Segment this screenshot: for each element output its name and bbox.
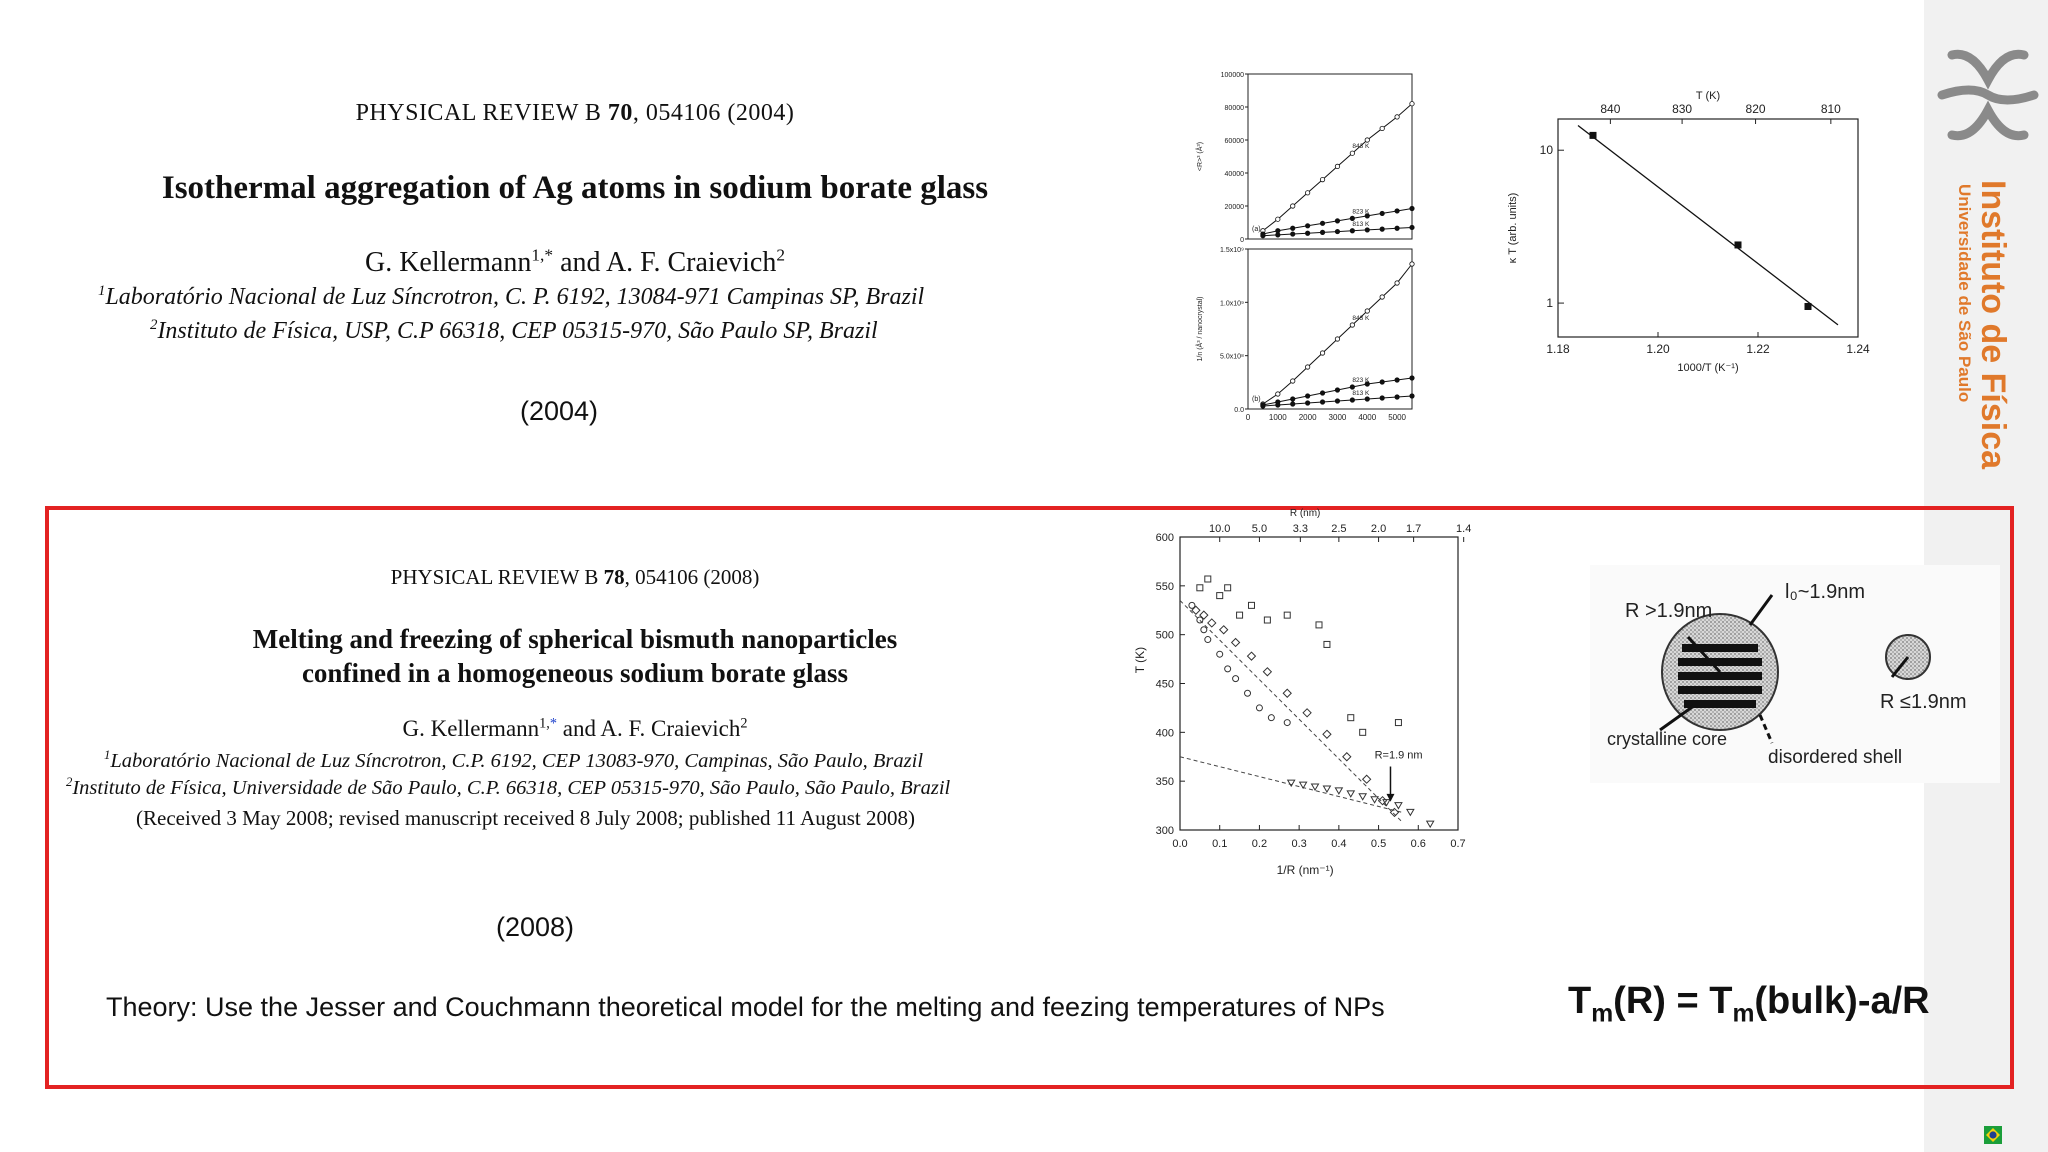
data-point (1335, 788, 1342, 794)
data-point (1303, 709, 1311, 717)
data-point (1320, 221, 1324, 225)
y-tick-label: 1.5x10⁹ (1219, 247, 1244, 254)
data-point (1220, 626, 1228, 634)
y-tick-label: 550 (1155, 580, 1174, 593)
data-point (1395, 395, 1399, 399)
data-point (1380, 380, 1384, 384)
journal-line-2004: PHYSICAL REVIEW B 70, 054106 (2004) (355, 100, 795, 126)
x-tick-label: 1.24 (1846, 342, 1870, 356)
data-point (1205, 576, 1211, 582)
top-tick-label: 3.3 (1292, 523, 1308, 535)
top-tick-label: 820 (1745, 102, 1766, 116)
data-point (1217, 593, 1223, 599)
data-point (1427, 821, 1434, 827)
data-point (1380, 396, 1384, 400)
data-point (1291, 204, 1295, 208)
data-point (1200, 611, 1208, 619)
data-point (1410, 262, 1414, 266)
theory-text: Theory: Use the Jesser and Couchmann theoretical model for the melting and feezing temperatures of NPs (106, 992, 1385, 1022)
data-point (1410, 394, 1414, 398)
journal-line-2008: PHYSICAL REVIEW B 78, 054106 (2008) (390, 565, 760, 589)
data-point (1291, 397, 1295, 401)
brand-name: Instituto de Física (1974, 180, 2012, 470)
data-point (1320, 400, 1324, 404)
x-tick-label: 1.22 (1746, 342, 1770, 356)
data-point (1360, 729, 1366, 735)
top-tick-label: 2.0 (1370, 523, 1387, 535)
y-tick-label: 100000 (1220, 72, 1244, 79)
melting-freezing-chart (1130, 500, 1490, 890)
data-point (1291, 226, 1295, 230)
data-point (1365, 309, 1369, 313)
data-point (1335, 219, 1339, 223)
x-tick-label: 0.2 (1251, 838, 1268, 850)
data-point (1284, 612, 1290, 618)
y-tick-label: 600 (1155, 532, 1174, 544)
y-tick-label: 450 (1155, 678, 1174, 691)
x-tick-label: 0.5 (1370, 838, 1387, 850)
y-axis-label: T (K) (1133, 646, 1147, 674)
data-point (1380, 227, 1384, 231)
y-axis-label: κ T (arb. units) (1507, 192, 1519, 264)
data-point (1395, 803, 1402, 809)
melting-fit-line (1180, 600, 1402, 822)
year-label-2004: (2004) (520, 396, 599, 426)
data-point (1335, 399, 1339, 403)
data-point (1261, 404, 1265, 408)
data-point (1264, 617, 1270, 623)
data-point (1347, 791, 1354, 797)
x-tick-label: 1.20 (1646, 342, 1670, 356)
x-tick-label: 0.3 (1291, 838, 1307, 850)
data-point (1268, 715, 1274, 721)
freezing-fit-line (1180, 757, 1402, 813)
y-tick-label: 400 (1155, 727, 1174, 740)
data-point (1248, 602, 1254, 608)
nanoparticle-schematic (1590, 565, 2000, 783)
data-point (1247, 652, 1255, 660)
data-point (1320, 177, 1324, 181)
data-point (1208, 619, 1216, 627)
data-point (1410, 102, 1414, 106)
y-tick-label: 1 (1546, 296, 1553, 311)
data-point (1735, 241, 1742, 248)
data-point (1263, 668, 1271, 676)
affiliation-1-2004: $^1$Laboratório Nacional de Luz Síncrotron, C. P. 6192, 13084-971 Campinas SP, Brazil (98, 283, 925, 310)
data-point (1395, 226, 1399, 230)
paper-title-2008-line2: confined in a homogeneous sodium borate glass (301, 658, 849, 688)
data-point (1283, 689, 1291, 697)
data-point (1350, 229, 1354, 233)
data-point (1245, 690, 1251, 696)
y-tick-label: 350 (1155, 776, 1174, 789)
data-point (1261, 234, 1265, 238)
y-tick-label: 40000 (1224, 171, 1244, 178)
melting-formula: $T_m(R)$ = $T_m(bulk)-a/R$ (1568, 980, 1930, 1028)
fit-line (1578, 126, 1838, 325)
x-tick-label: 4000 (1358, 413, 1377, 422)
label-crystalline-core: crystalline core (1607, 729, 1728, 749)
paper-title-2008-line1: Melting and freezing of spherical bismuth nanoparticles (252, 624, 898, 654)
data-point (1335, 337, 1339, 341)
plot-frame (1248, 74, 1412, 239)
series-label: 823 K (1352, 377, 1370, 384)
ag-growth-chart-a (1190, 64, 1420, 244)
data-point (1335, 164, 1339, 168)
x-tick-label: 2000 (1298, 413, 1317, 422)
data-point (1312, 784, 1319, 790)
data-point (1276, 217, 1280, 221)
top-tick-label: 830 (1672, 102, 1693, 116)
data-point (1291, 379, 1295, 383)
data-point (1350, 398, 1354, 402)
brand-subtitle: Universidade de São Paulo (1955, 184, 1974, 403)
x-tick-label: 0.7 (1450, 838, 1466, 850)
data-point (1232, 638, 1240, 646)
data-point (1395, 209, 1399, 213)
data-point (1225, 666, 1231, 672)
authors-2004: G. Kellermann$^{1,*}$ and A. F. Craievich$^2$ (364, 245, 786, 278)
data-point (1395, 115, 1399, 119)
y-tick-label: 500 (1155, 629, 1174, 642)
data-point (1365, 228, 1369, 232)
data-point (1237, 612, 1243, 618)
data-point (1380, 295, 1384, 299)
data-point (1410, 376, 1414, 380)
data-point (1291, 402, 1295, 406)
data-point (1363, 775, 1371, 783)
panel-label: (a) (1252, 226, 1261, 233)
data-point (1410, 225, 1414, 229)
arrhenius-chart (1500, 72, 1880, 402)
affiliation-2-2004: $^2$Instituto de Física, USP, C.P 66318, CEP 05315-970, São Paulo SP, Brazil (150, 317, 878, 344)
usp-if-logo-icon (1932, 40, 2044, 150)
affiliation-2-2008: $^2$Instituto de Física, Universidade de São Paulo, C.P. 66318, CEP 05315-970, São Paulo, São Paulo, Brazil (66, 775, 951, 799)
data-point (1805, 303, 1812, 310)
data-point (1395, 378, 1399, 382)
data-point (1276, 403, 1280, 407)
y-tick-label: 5.0x10⁸ (1220, 353, 1244, 361)
data-point (1380, 126, 1384, 130)
data-point (1276, 392, 1280, 396)
data-point (1320, 351, 1324, 355)
data-point (1205, 637, 1211, 643)
label-disordered-shell: disordered shell (1768, 747, 1903, 768)
data-point (1197, 585, 1203, 591)
plot-frame (1180, 537, 1458, 830)
annotation-arrowhead (1386, 794, 1394, 802)
data-point (1305, 365, 1309, 369)
y-tick-label: 1.0x10⁹ (1219, 300, 1244, 308)
x-tick-label: 1000 (1268, 413, 1287, 422)
x-tick-label: 1.18 (1546, 342, 1570, 356)
label-small: R ≤1.9nm (1880, 691, 1967, 713)
data-point (1407, 809, 1414, 815)
authors-2008: G. Kellermann$^{1,*}$ and A. F. Craievich$^2$ (402, 715, 748, 741)
data-point (1320, 230, 1324, 234)
label-large: R >1.9nm (1625, 600, 1713, 622)
data-point (1395, 720, 1401, 726)
top-tick-label: 840 (1600, 102, 1621, 116)
data-point (1323, 786, 1330, 792)
data-point (1320, 391, 1324, 395)
data-point (1410, 206, 1414, 210)
y-tick-label: 10 (1539, 143, 1553, 158)
data-point (1395, 281, 1399, 285)
y-axis-label: <R>³ (Å³) (1197, 141, 1204, 172)
data-point (1276, 233, 1280, 237)
data-point (1233, 676, 1239, 682)
x-tick-label: 0.0 (1172, 838, 1188, 850)
data-point (1365, 138, 1369, 142)
data-point (1359, 794, 1366, 800)
data-point (1288, 780, 1295, 786)
data-point (1343, 753, 1351, 761)
y-tick-label: 20000 (1224, 204, 1244, 211)
x-tick-label: 0.6 (1410, 838, 1426, 850)
data-point (1284, 720, 1290, 726)
series-label: 813 K (1352, 390, 1370, 397)
data-point (1217, 651, 1223, 657)
data-point (1323, 730, 1331, 738)
x-tick-label: 0.4 (1331, 838, 1347, 850)
nanoparticle-schematic-drawing (1590, 565, 2000, 783)
top-tick-label: 1.4 (1456, 523, 1472, 535)
ag-growth-chart-b (1190, 244, 1420, 434)
data-point (1305, 401, 1309, 405)
x-axis-label: 1/R (nm⁻¹) (1276, 863, 1334, 877)
data-point (1350, 151, 1354, 155)
brazil-flag-icon (1984, 1126, 2002, 1144)
top-tick-label: 5.0 (1251, 523, 1268, 535)
data-point (1335, 388, 1339, 392)
series-label: 843 K (1352, 143, 1370, 151)
data-point (1350, 323, 1354, 327)
data-point (1371, 797, 1378, 803)
y-axis-label: 1/n (Å³ / nanocrystal) (1197, 296, 1204, 362)
received-line-2008: (Received 3 May 2008; revised manuscript received 8 July 2008; published 11 August 2008) (136, 806, 915, 830)
x-tick-label: 0 (1245, 413, 1251, 422)
plot-frame (1558, 119, 1858, 337)
y-tick-label: 80000 (1224, 105, 1244, 112)
data-point (1305, 231, 1309, 235)
data-point (1305, 394, 1309, 398)
data-point (1590, 132, 1597, 139)
ag-growth-figure (1190, 64, 1420, 434)
top-tick-label: 2.5 (1331, 523, 1347, 535)
data-point (1324, 641, 1330, 647)
top-tick-label: 10.0 (1209, 523, 1231, 535)
data-point (1225, 585, 1231, 591)
data-point (1365, 397, 1369, 401)
x-tick-label: 5000 (1388, 413, 1406, 422)
data-point (1192, 606, 1200, 614)
data-point (1291, 232, 1295, 236)
data-point (1348, 715, 1354, 721)
series-label: 843 K (1352, 315, 1370, 322)
series-label: 823 K (1352, 208, 1370, 216)
plot-frame (1248, 249, 1412, 409)
y-tick-label: 300 (1155, 825, 1174, 837)
data-point (1335, 229, 1339, 233)
data-point (1256, 705, 1262, 711)
y-tick-label: 0 (1240, 237, 1244, 244)
annotation-label: R=1.9 nm (1374, 749, 1423, 762)
paper-title-2004: Isothermal aggregation of Ag atoms in sodium borate glass (161, 170, 989, 206)
year-label-2008: (2008) (496, 912, 575, 942)
x-axis-label: 1000/T (K⁻¹) (1677, 362, 1739, 374)
panel-label: (b) (1252, 396, 1261, 403)
data-point (1201, 627, 1207, 633)
data-point (1316, 622, 1322, 628)
y-tick-label: 60000 (1224, 138, 1244, 145)
data-point (1305, 224, 1309, 228)
top-axis-label: T (K) (1695, 90, 1721, 102)
x-tick-label: 3000 (1328, 413, 1347, 422)
series-line (1263, 264, 1412, 404)
data-point (1300, 782, 1307, 788)
x-tick-label: 0.1 (1212, 838, 1228, 850)
top-axis-label: R (nm) (1289, 508, 1321, 519)
data-point (1305, 191, 1309, 195)
series-label: 813 K (1352, 220, 1370, 228)
data-point (1380, 211, 1384, 215)
data-point (1350, 385, 1354, 389)
top-tick-label: 810 (1820, 102, 1841, 116)
label-shell-thickness: l₀~1.9nm (1785, 581, 1866, 603)
y-tick-label: 0.0 (1234, 407, 1244, 414)
affiliation-1-2008: $^1$Laboratório Nacional de Luz Síncrotron, C.P. 6192, CEP 13083-970, Campinas, São Paulo, Brazil (104, 748, 924, 772)
top-tick-label: 1.7 (1405, 523, 1422, 535)
